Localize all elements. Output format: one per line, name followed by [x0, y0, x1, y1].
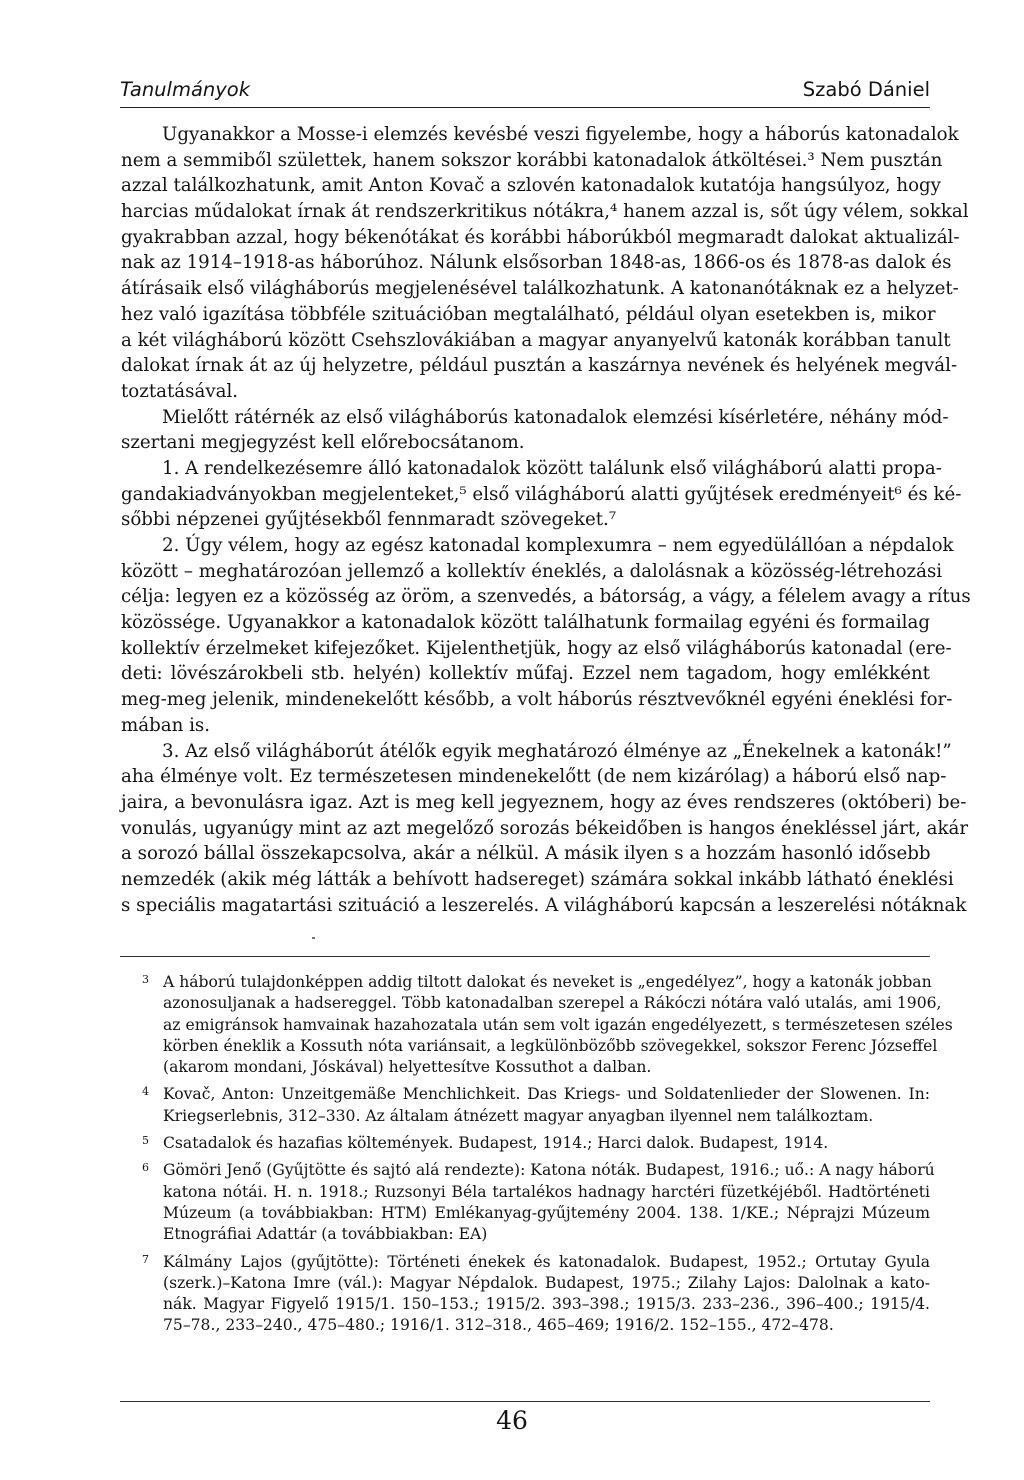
footnote-text: Kálmány Lajos (gyűjtötte): Történeti énekek és katonadalok. Budapest, 1952.; Ortutay Gyula [163, 1252, 930, 1271]
body-line: hez való igazítása többféle szituációban megtalálható, például olyan esetekben is, mikor [121, 303, 936, 325]
footnote-text: (akarom mondani, Jóskával) helyettesítve Kossuthot a dalban. [163, 1058, 652, 1077]
body-line: toztatásával. [121, 380, 239, 402]
footnote-text: 75–78., 233–240., 475–480.; 1916/1. 312–318., 465–469; 1916/2. 152–155., 472–478. [163, 1316, 834, 1335]
header-divider [120, 107, 930, 108]
footnote-text: Etnográfiai Adattár (a továbbiakban: EA) [163, 1225, 488, 1244]
page-number: 46 [496, 1406, 528, 1435]
body-line: átírásaik első világháborús megjelenésével találkozhatunk. A katonanótáknak ez a helyzet- [121, 278, 959, 300]
body-line: 2. Úgy vélem, hogy az egész katonadal komplexumra – nem egyedülállóan a népdalok [162, 535, 954, 556]
body-line: meg-meg jelenik, mindenekelőtt később, a volt háborús résztvevőknél egyéni éneklési for- [121, 689, 953, 711]
author-name: Szabó Dániel [802, 78, 930, 101]
footnote-line [163, 1015, 953, 1036]
footnote-line [142, 1160, 935, 1181]
body-line: nem a semmiből születtek, hanem sokszor korábbi katonadalok átköltései.³ Nem pusztán [121, 149, 943, 171]
body-line: harcias műdalokat írnak át rendszerkritikus nótákra,⁴ hanem azzal is, sőt úgy vélem, sokkal [121, 201, 969, 223]
body-line: nak az 1914–1918-as háborúhoz. Nálunk elsősorban 1848-as, 1866-os és 1878-as dalok és [121, 252, 952, 274]
footnote [142, 1084, 930, 1127]
body-line: 3. Az első világháborút átélők egyik meghatározó élménye az „Énekelnek a katonák!” [162, 740, 952, 762]
body-line: azzal találkozhatunk, amit Anton Kovač a szlovén katonadalok kutatója hangsúlyoz, hogy [121, 175, 941, 197]
footnote-number: 7 [142, 1252, 149, 1266]
footnote-text: nák. Magyar Figyelő 1915/1. 150–153.; 1915/2. 393–398.; 1915/3. 233–236., 396–400.; 1915/4. [163, 1295, 930, 1314]
footnote-line [163, 993, 942, 1014]
body-line: célja: legyen ez a közösség az öröm, a szenvedés, a bátorság, a vágy, a félelem avagy a rítus [121, 586, 971, 608]
body-line: vonulás, ugyanúgy mint az azt megelőző sorozás békeidőben is hangos énekléssel járt, akár [121, 817, 969, 839]
footnote-line [163, 1294, 930, 1315]
body-line: dalokat írnak át az új helyzetre, például pusztán a kaszárnya nevének és helyének megvál- [121, 355, 958, 377]
body-line: deti: lövészárokbeli stb. helyén) kollektív műfaj. Ezzel nem tagadom, hogy emlékként [121, 663, 930, 685]
footnote [142, 1160, 935, 1245]
footnote-divider [120, 956, 930, 957]
body-line: s speciális magatartási szituáció a leszerelés. A világháború kapcsán a leszerelési nótáknak [121, 894, 967, 916]
footnote-line [163, 1315, 930, 1336]
footnote-text: Kovač, Anton: Unzeitgemäße Menchlichkeit. Das Kriegs- und Soldatenlieder der Slowenen. In: [163, 1085, 930, 1104]
footnote [142, 972, 953, 1078]
body-line: nemzedék (akik még látták a behívott hadsereget) számára sokkal inkább látható éneklési [121, 868, 954, 890]
footnote-line [163, 1036, 938, 1057]
footnote-number: 6 [142, 1161, 149, 1175]
footnote-line [163, 1203, 930, 1224]
footnote-line [163, 1057, 930, 1078]
footnote-text: körben éneklik a Kossuth nóta variánsait, a legkülönbözőbb szövegekkel, sokszor Ferenc Józseffel [163, 1036, 938, 1055]
footnote-number: 3 [142, 973, 149, 986]
body-line: a két világháború között Csehszlovákiában a magyar anyanyelvű katonák korábban tanult [121, 329, 951, 351]
body-line: sőbbi népzenei gyűjtésekből fennmaradt szövegeket.⁷ [121, 509, 617, 531]
footnote-line [142, 972, 932, 993]
body-line: mában is. [121, 714, 211, 736]
footnote-text: Kriegserlebnis, 312–330. Az általam átnézett magyar anyagban ilyennel nem találkoztam. [163, 1106, 874, 1125]
footnote-line [142, 1133, 930, 1154]
footnote-text: katona nótái. H. n. 1918.; Ruzsonyi Béla tartalékos hadnagy harctéri füzetkéjéből. Hadtörténeti [163, 1182, 930, 1201]
footnote-line [163, 1224, 930, 1245]
body-line: 1. A rendelkezésemre álló katonadalok között találunk első világháború alatti propa- [162, 457, 942, 479]
body-line: között – meghatározóan jellemző a kollektív éneklés, a dalolásnak a közösség-létrehozási [121, 560, 943, 582]
footnote-number: 4 [142, 1085, 149, 1099]
footnote-text: Gömöri Jenő (Gyűjtötte és sajtó alá rendezte): Katona nóták. Budapest, 1916.; uő.: A nagy háború [163, 1161, 935, 1180]
section-title: Tanulmányok [120, 78, 251, 101]
running-header [120, 78, 930, 108]
body-line: kollektív érzelmeket kifejezőket. Kijelenthetjük, hogy az első világháborús katonadal (ere- [121, 637, 952, 659]
body-line: Mielőtt rátérnék az első világháborús katonadalok elemzési kísérletére, néhány mód- [162, 406, 949, 428]
footnote-line [163, 1182, 930, 1203]
stray-mark [312, 937, 315, 939]
main-text [121, 122, 971, 918]
footnote-text: Múzeum (a továbbiakban: HTM) Emlékanyag-gyűjtemény 2004. 138. 1/KE.; Néprajzi Múzeum [163, 1203, 930, 1222]
body-line: gyakrabban azzal, hogy békenótákat és korábbi háborúkból megmaradt dalokat aktualizál- [121, 226, 960, 248]
footnote-text: Csatadalok és hazafias költemények. Budapest, 1914.; Harci dalok. Budapest, 1914. [163, 1134, 829, 1153]
footnote-text: azonosuljanak a hadsereggel. Több katonadalban szerepel a Rákóczi nótára való utalás, ami 1906, [163, 994, 942, 1013]
footnote-text: A háború tulajdonképpen addig tiltott dalokat és neveket is „engedélyez”, hogy a katonák jobban [163, 973, 932, 991]
footnote-line [142, 1252, 930, 1273]
body-line: Ugyanakkor a Mosse-i elemzés kevésbé veszi figyelembe, hogy a háborús katonadalok [162, 124, 959, 145]
footnote-text: az emigránsok hamvainak hazahozatala után sem volt igazán engedélyezett, s természetesen széles [163, 1015, 953, 1034]
footnote-line [163, 1273, 930, 1294]
footnote [142, 1252, 930, 1337]
body-line: gandakiadványokban megjelenteket,⁵ első világháború alatti gyűjtések eredményeit⁶ és ké- [121, 483, 962, 505]
body-line: szertani megjegyzést kell előrebocsátanom. [121, 432, 525, 454]
footnote-line [163, 1106, 930, 1127]
footnote [142, 1133, 930, 1154]
bottom-divider [120, 1401, 930, 1402]
footnote-text: (szerk.)–Katona Imre (vál.): Magyar Népdalok. Budapest, 1975.; Zilahy Lajos: Dalolnak a kato- [163, 1273, 930, 1292]
body-line: közössége. Ugyanakkor a katonadalok között találhatunk formailag egyéni és formailag [121, 612, 930, 634]
body-line: aha élménye volt. Ez természetesen mindenekelőtt (de nem kizárólag) a háború első nap- [121, 766, 947, 788]
footnotes [142, 972, 953, 1337]
body-line: a sorozó bállal összekapcsolva, akár a nélkül. A másik ilyen s a hozzám hasonló idősebb [121, 843, 931, 865]
footnote-number: 5 [142, 1134, 149, 1148]
body-line: jaira, a bevonulásra igaz. Azt is meg kell jegyeznem, hogy az éves rendszeres (októberi) be- [121, 791, 967, 813]
footnote-line [142, 1084, 930, 1105]
